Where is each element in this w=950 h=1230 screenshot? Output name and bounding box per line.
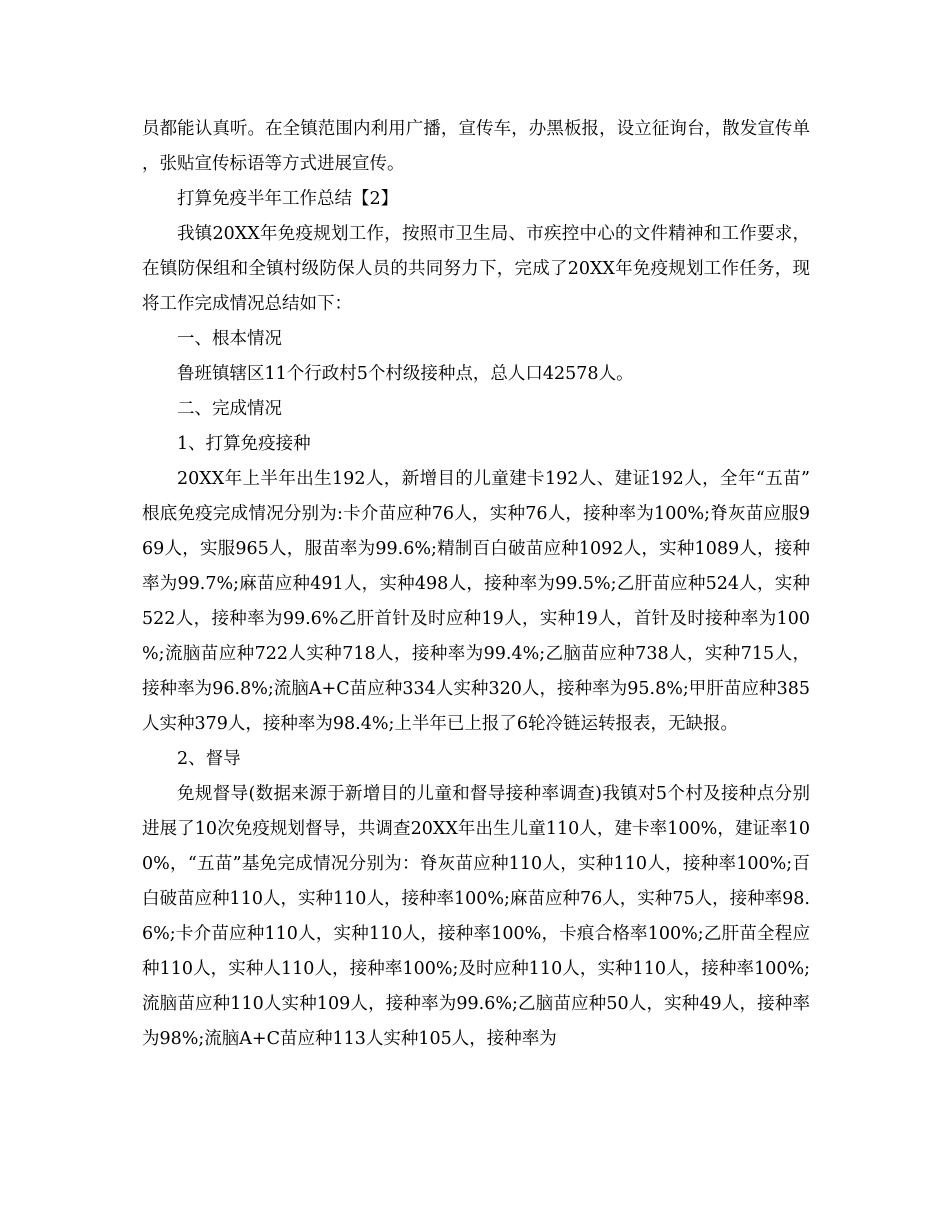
section-title: 打算免疫半年工作总结【2】: [177, 189, 399, 209]
document-body: [142, 112, 810, 1057]
subheading-supervision: 2、督导: [177, 749, 241, 769]
subheading-immunization: 1、打算免疫接种: [177, 434, 311, 454]
intro-paragraph: 我镇20XX年免疫规划工作，按照市卫生局、市疾控中心的文件精神和工作要求，在镇防保组和全镇村级防保人员的共同努力下，完成了20XX年免疫规划工作任务，现将工作完成情况总结如下：: [142, 224, 810, 314]
heading-completion: 二、完成情况: [177, 399, 282, 419]
basic-situation-paragraph: 鲁班镇辖区11个行政村5个村级接种点，总人口42578人。: [177, 364, 634, 384]
supervision-paragraph: 免规督导(数据来源于新增目的儿童和督导接种率调查)我镇对5个村及接种点分别进展了10次免疫规划督导，共调查20XX年出生儿童110人，建卡率100%，建证率100%，“五苗”基免完成情况分别为：脊灰苗应种110人，实种110人，接种率100%;百白破苗应种110人，实种110人，接种率100%;麻苗应种76人，实种75人，接种率98.6%;卡介苗应种110人，实种110人，接种率100%，卡痕合格率100%;乙肝苗全程应种110人，实种人110人，接种率100%;及时应种110人，实种110人，接种率100%;流脑苗应种110人实种109人，接种率为99.6%;乙脑苗应种50人，实种49人，接种率为98%;流脑A+C苗应种113人实种105人，接种率为: [142, 784, 810, 1049]
paragraph-continuation: 员都能认真听。在全镇范围内利用广播，宣传车，办黑板报，设立征询台，散发宣传单，张贴宣传标语等方式进展宣传。: [142, 119, 810, 174]
immunization-paragraph: 20XX年上半年出生192人，新增目的儿童建卡192人、建证192人，全年“五苗”根底免疫完成情况分别为:卡介苗应种76人，实种76人，接种率为100%;脊灰苗应服969人，实服965人，服苗率为99.6%;精制百白破苗应种1092人，实种1089人，接种率为99.7%;麻苗应种491人，实种498人，接种率为99.5%;乙肝苗应种524人，实种522人，接种率为99.6%乙肝首针及时应种19人，实种19人，首针及时接种率为100%;流脑苗应种722人实种718人，接种率为99.4%;乙脑苗应种738人，实种715人，接种率为96.8%;流脑A+C苗应种334人实种320人，接种率为95.8%;甲肝苗应种385人实种379人，接种率为98.4%;上半年已上报了6轮冷链运转报表，无缺报。: [142, 469, 810, 734]
heading-basic-situation: 一、根本情况: [177, 329, 282, 349]
